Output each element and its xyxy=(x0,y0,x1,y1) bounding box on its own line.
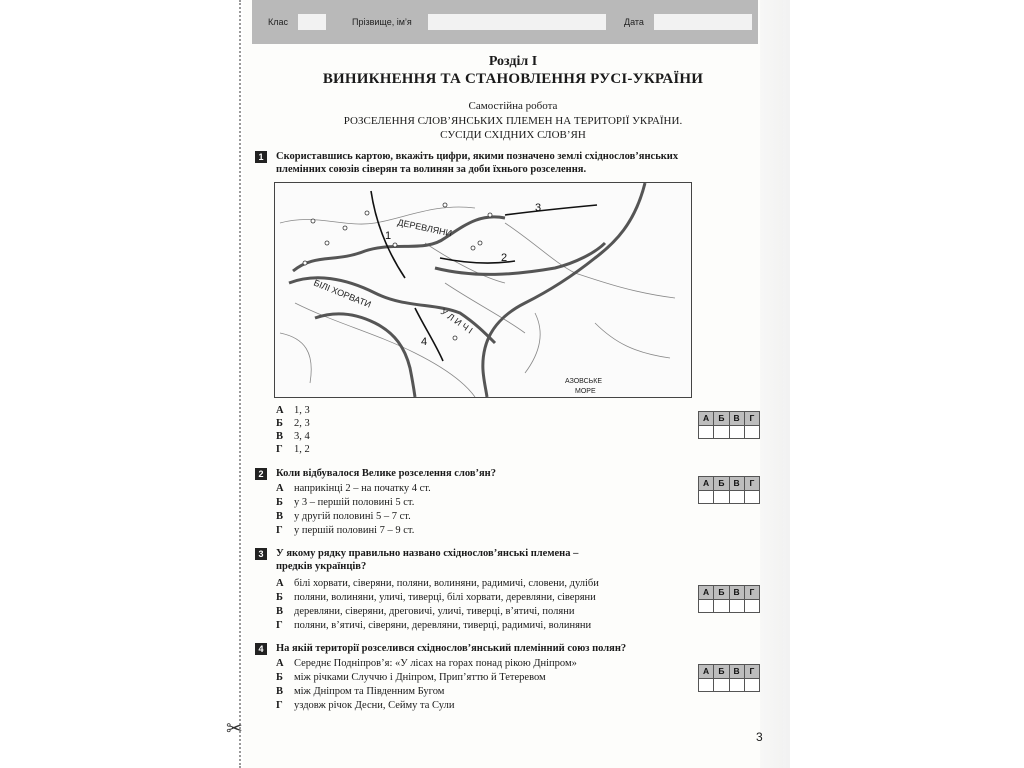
q2-answer-grid xyxy=(698,476,760,504)
q2-grid-d-label: Г xyxy=(745,477,759,490)
q4-option-d[interactable] xyxy=(276,699,454,712)
line-4 xyxy=(415,308,443,361)
q3-option-c-text: деревляни, сіверяни, дреговичі, уличі, тиверці, в’ятичі, поляни xyxy=(294,606,575,617)
q2-option-a-letter: А xyxy=(276,483,284,494)
q4-grid-c-box[interactable] xyxy=(730,678,745,691)
map-number-2: 2 xyxy=(501,252,508,264)
binding-perforation xyxy=(239,0,241,768)
q2-option-d-letter: Г xyxy=(276,525,283,536)
q4-grid-d-label: Г xyxy=(745,665,759,678)
q3-grid-c-box[interactable] xyxy=(730,599,745,612)
q1-grid-c-label: В xyxy=(730,412,745,425)
question-4-text: На якій території розселився східнослов’янський племінний союз полян? xyxy=(276,643,627,654)
q2-grid-b-label: Б xyxy=(714,477,729,490)
q1-option-c[interactable] xyxy=(276,430,310,443)
q1-grid-a-box[interactable] xyxy=(699,425,714,438)
q1-grid-a-label: А xyxy=(699,412,714,425)
q2-grid-b-box[interactable] xyxy=(714,490,729,503)
question-1-number: 1 xyxy=(255,151,267,163)
q2-option-b-text: у 3 – першій половині 5 ст. xyxy=(294,497,415,508)
q1-option-b[interactable] xyxy=(276,417,310,430)
q4-grid-a-label: А xyxy=(699,665,714,678)
class-label: Клас xyxy=(268,17,288,27)
q1-option-d-text: 1, 2 xyxy=(294,444,310,455)
q1-option-b-text: 2, 3 xyxy=(294,418,310,429)
page-title: ВИНИКНЕННЯ ТА СТАНОВЛЕННЯ РУСІ-УКРАЇНИ xyxy=(322,71,704,87)
historical-map xyxy=(274,182,692,398)
cut-mark-icon: ✂ xyxy=(226,718,243,740)
q2-option-b-letter: Б xyxy=(276,497,283,508)
q3-option-b-letter: Б xyxy=(276,592,283,603)
q3-grid-a-label: А xyxy=(699,586,714,599)
q1-grid-c-box[interactable] xyxy=(730,425,745,438)
river-donets xyxy=(595,323,670,358)
q4-option-c[interactable] xyxy=(276,685,444,698)
river-bug xyxy=(525,313,540,373)
q4-option-a-letter: А xyxy=(276,658,284,669)
q4-grid-a-box[interactable] xyxy=(699,678,714,691)
question-2-number: 2 xyxy=(255,468,267,480)
question-3-line-2: предків українців? xyxy=(276,561,367,572)
q2-option-c-letter: В xyxy=(276,511,284,522)
label-sea: МОРЕ xyxy=(575,388,596,395)
q3-option-c[interactable] xyxy=(276,605,574,618)
topic-line-2: СУСІДИ СХІДНИХ СЛОВ’ЯН xyxy=(440,129,586,141)
q3-option-d[interactable] xyxy=(276,619,591,632)
q4-option-b-letter: Б xyxy=(276,672,283,683)
q2-grid-a-label: А xyxy=(699,477,714,490)
question-1-line-2: племінних союзів сіверян та волинян за доби їхнього розселення. xyxy=(276,164,587,175)
q2-option-b[interactable] xyxy=(276,496,414,509)
q3-option-a-letter: А xyxy=(276,578,284,589)
section-heading: Розділ І xyxy=(488,54,538,69)
student-info-header xyxy=(252,0,758,44)
q3-grid-a-box[interactable] xyxy=(699,599,714,612)
q1-grid-b-label: Б xyxy=(714,412,729,425)
q3-grid-b-box[interactable] xyxy=(714,599,729,612)
q1-answer-grid xyxy=(698,411,760,439)
q1-grid-d-label: Г xyxy=(745,412,759,425)
surname-label: Прізвище, ім’я xyxy=(352,17,412,27)
q4-grid-b-box[interactable] xyxy=(714,678,729,691)
q2-option-a-text: наприкінці 2 – на початку 4 ст. xyxy=(294,483,431,494)
q4-answer-grid xyxy=(698,664,760,692)
date-label: Дата xyxy=(624,17,644,27)
map-drawing xyxy=(275,183,691,397)
q3-option-b[interactable] xyxy=(276,591,596,604)
q2-option-d[interactable] xyxy=(276,524,414,537)
q3-option-c-letter: В xyxy=(276,606,284,617)
label-ulychi: У Л И Ч І xyxy=(438,306,475,336)
question-1-text xyxy=(276,150,678,176)
q3-grid-c-label: В xyxy=(730,586,745,599)
q1-grid-d-box[interactable] xyxy=(745,425,759,438)
q4-option-a-text: Середнє Подніпров’я: «У лісах на горах понад рікою Дніпром» xyxy=(294,658,577,669)
q3-option-a[interactable] xyxy=(276,577,599,590)
label-bili-khorvaty: БІЛІ ХОРВАТИ xyxy=(312,277,373,310)
q4-option-a[interactable] xyxy=(276,657,577,670)
q2-option-c-text: у другій половині 5 – 7 ст. xyxy=(294,511,411,522)
q4-option-c-letter: В xyxy=(276,686,284,697)
label-azov: АЗОВСЬКЕ xyxy=(565,378,603,385)
q4-option-b-text: між річками Случчю і Дніпром, Прип’яттю й Тетеревом xyxy=(294,672,546,683)
q2-grid-c-box[interactable] xyxy=(730,490,745,503)
question-1-line-1: Скориставшись картою, вкажіть цифри, якими позначено землі східнослов’янських xyxy=(276,151,679,162)
q1-option-a-letter: А xyxy=(276,405,284,416)
q2-grid-a-box[interactable] xyxy=(699,490,714,503)
q3-answer-grid xyxy=(698,585,760,613)
page-number: 3 xyxy=(756,730,763,744)
q3-option-a-text: білі хорвати, сіверяни, поляни, волиняни, радимичі, словени, дуліби xyxy=(294,578,599,589)
q3-option-b-text: поляни, волиняни, уличі, тиверці, білі хорвати, деревляни, сіверяни xyxy=(294,592,596,603)
date-field[interactable] xyxy=(654,14,752,30)
map-number-1: 1 xyxy=(385,230,392,242)
q2-option-d-text: у першій половині 7 – 9 ст. xyxy=(294,525,415,536)
q3-grid-d-box[interactable] xyxy=(745,599,759,612)
q1-option-d[interactable] xyxy=(276,443,310,456)
q3-option-d-text: поляни, в’ятичі, сіверяни, деревляни, тиверці, радимичі, волиняни xyxy=(294,620,592,631)
topic-line-1: РОЗСЕЛЕННЯ СЛОВ’ЯНСЬКИХ ПЛЕМЕН НА ТЕРИТОРІЇ УКРАЇНИ. xyxy=(343,115,683,127)
surname-field[interactable] xyxy=(428,14,606,30)
question-4-number: 4 xyxy=(255,643,267,655)
question-3-line-1: У якому рядку правильно названо східнослов’янські племена – xyxy=(276,548,579,559)
label-derevliany: ДЕРЕВЛЯНИ xyxy=(396,217,453,239)
work-type: Самостійна робота xyxy=(468,100,558,112)
q4-option-d-text: уздовж річок Десни, Сейму та Сули xyxy=(294,700,455,711)
map-number-3: 3 xyxy=(535,202,542,214)
q4-option-d-letter: Г xyxy=(276,700,283,711)
q4-grid-c-label: В xyxy=(730,665,745,678)
q4-grid-b-label: Б xyxy=(714,665,729,678)
question-3-text xyxy=(276,547,578,573)
q1-option-d-letter: Г xyxy=(276,444,283,455)
q2-option-c[interactable] xyxy=(276,510,411,523)
q4-option-b[interactable] xyxy=(276,671,546,684)
q2-grid-c-label: В xyxy=(730,477,745,490)
q4-grid-d-box[interactable] xyxy=(745,678,759,691)
q3-grid-d-label: Г xyxy=(745,586,759,599)
q2-option-a[interactable] xyxy=(276,482,431,495)
river-west xyxy=(280,333,311,383)
q1-option-a[interactable] xyxy=(276,404,310,417)
line-3 xyxy=(505,205,597,215)
q2-grid-d-box[interactable] xyxy=(745,490,759,503)
class-field[interactable] xyxy=(298,14,326,30)
q1-option-b-letter: Б xyxy=(276,418,283,429)
q1-option-c-text: 3, 4 xyxy=(294,431,310,442)
q1-option-c-letter: В xyxy=(276,431,284,442)
map-number-4: 4 xyxy=(421,336,428,348)
boundary-south-west xyxy=(315,314,415,397)
q4-option-c-text: між Дніпром та Південним Бугом xyxy=(294,686,445,697)
q3-grid-b-label: Б xyxy=(714,586,729,599)
topic-title xyxy=(243,114,783,142)
question-2-text: Коли відбувалося Велике розселення слов’ян? xyxy=(276,468,496,479)
q1-option-a-text: 1, 3 xyxy=(294,405,310,416)
q3-option-d-letter: Г xyxy=(276,620,283,631)
question-3-number: 3 xyxy=(255,548,267,560)
q1-grid-b-box[interactable] xyxy=(714,425,729,438)
